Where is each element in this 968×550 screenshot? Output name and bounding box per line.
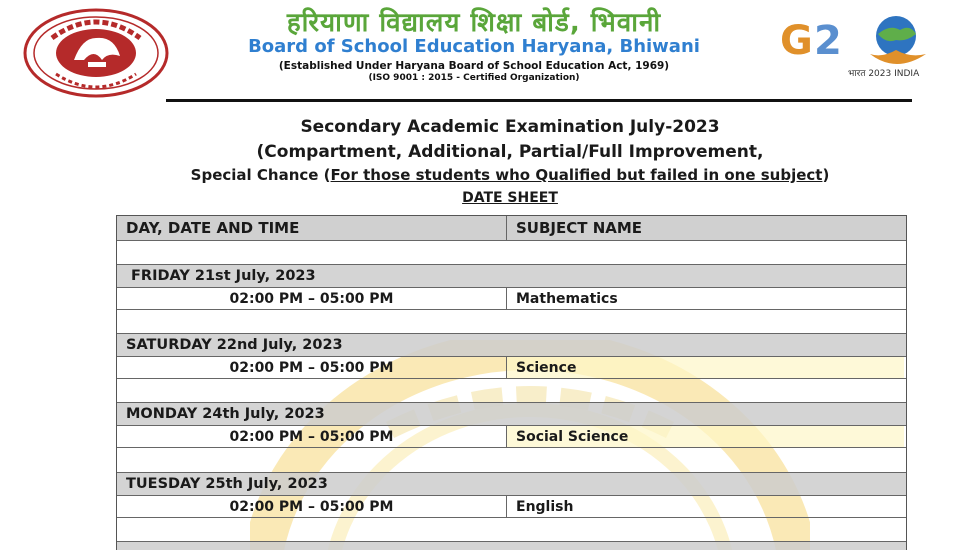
exam-subject: Mathematics	[516, 291, 618, 307]
table-spacer-row	[117, 379, 906, 403]
table-row-day	[117, 265, 906, 288]
table-row-day	[117, 334, 906, 357]
exam-time: 02:00 PM – 05:00 PM	[117, 357, 507, 378]
g20-digit-2: 2	[814, 18, 842, 64]
table-row-day	[117, 403, 906, 426]
column-header-subject: SUBJECT NAME	[516, 219, 643, 237]
exam-day-label: MONDAY 24th July, 2023	[126, 406, 325, 422]
exam-day-label: FRIDAY 21st July, 2023	[131, 268, 316, 284]
established-note: (Established Under Haryana Board of School Education Act, 1969)	[278, 60, 670, 72]
board-title-hindi: हरियाणा विद्यालय शिक्षा बोर्ड, भिवानी	[286, 8, 662, 38]
table-header-row	[117, 216, 906, 241]
exam-title: Secondary Academic Examination July-2023	[300, 117, 720, 137]
exam-subject: Social Science	[507, 426, 904, 447]
table-spacer-row	[117, 241, 906, 265]
table-row	[117, 288, 906, 310]
iso-note: (ISO 9001 : 2015 - Certified Organization)	[368, 73, 580, 83]
table-row	[117, 426, 906, 448]
table-row-day	[117, 473, 906, 496]
g20-tagline: भारत 2023 INDIA	[848, 69, 920, 79]
exam-subject: Science	[507, 357, 904, 378]
table-spacer-row	[117, 518, 906, 542]
table-row	[117, 496, 906, 518]
special-chance-prefix: Special Chance (	[190, 166, 331, 184]
table-next-day-row-cut	[117, 542, 906, 550]
exam-time: 02:00 PM – 05:00 PM	[117, 426, 507, 447]
exam-day-label: TUESDAY 25th July, 2023	[126, 476, 328, 492]
date-sheet-label: DATE SHEET	[462, 190, 558, 206]
table-row	[117, 357, 906, 379]
exam-subject: English	[516, 499, 574, 515]
table-spacer-row	[117, 448, 906, 473]
special-chance-note: For those students who Qualified but failed in one subject	[330, 166, 823, 184]
exam-day-label: SATURDAY 22nd July, 2023	[126, 337, 343, 353]
exam-subtitle: (Compartment, Additional, Partial/Full Improvement,	[256, 142, 764, 162]
g20-logo	[778, 14, 938, 80]
header-divider	[166, 99, 912, 102]
board-title-english: Board of School Education Haryana, Bhiwani	[248, 36, 700, 57]
table-spacer-row	[117, 310, 906, 334]
g20-letter-g: G	[780, 18, 813, 64]
date-sheet-table	[116, 215, 907, 550]
special-chance-suffix: )	[822, 166, 830, 184]
exam-time: 02:00 PM – 05:00 PM	[117, 496, 507, 517]
exam-time: 02:00 PM – 05:00 PM	[117, 288, 507, 309]
column-header-day: DAY, DATE AND TIME	[117, 216, 507, 240]
exam-special-chance	[120, 165, 900, 185]
lotus-icon	[870, 50, 926, 64]
board-seal-logo	[22, 8, 170, 98]
